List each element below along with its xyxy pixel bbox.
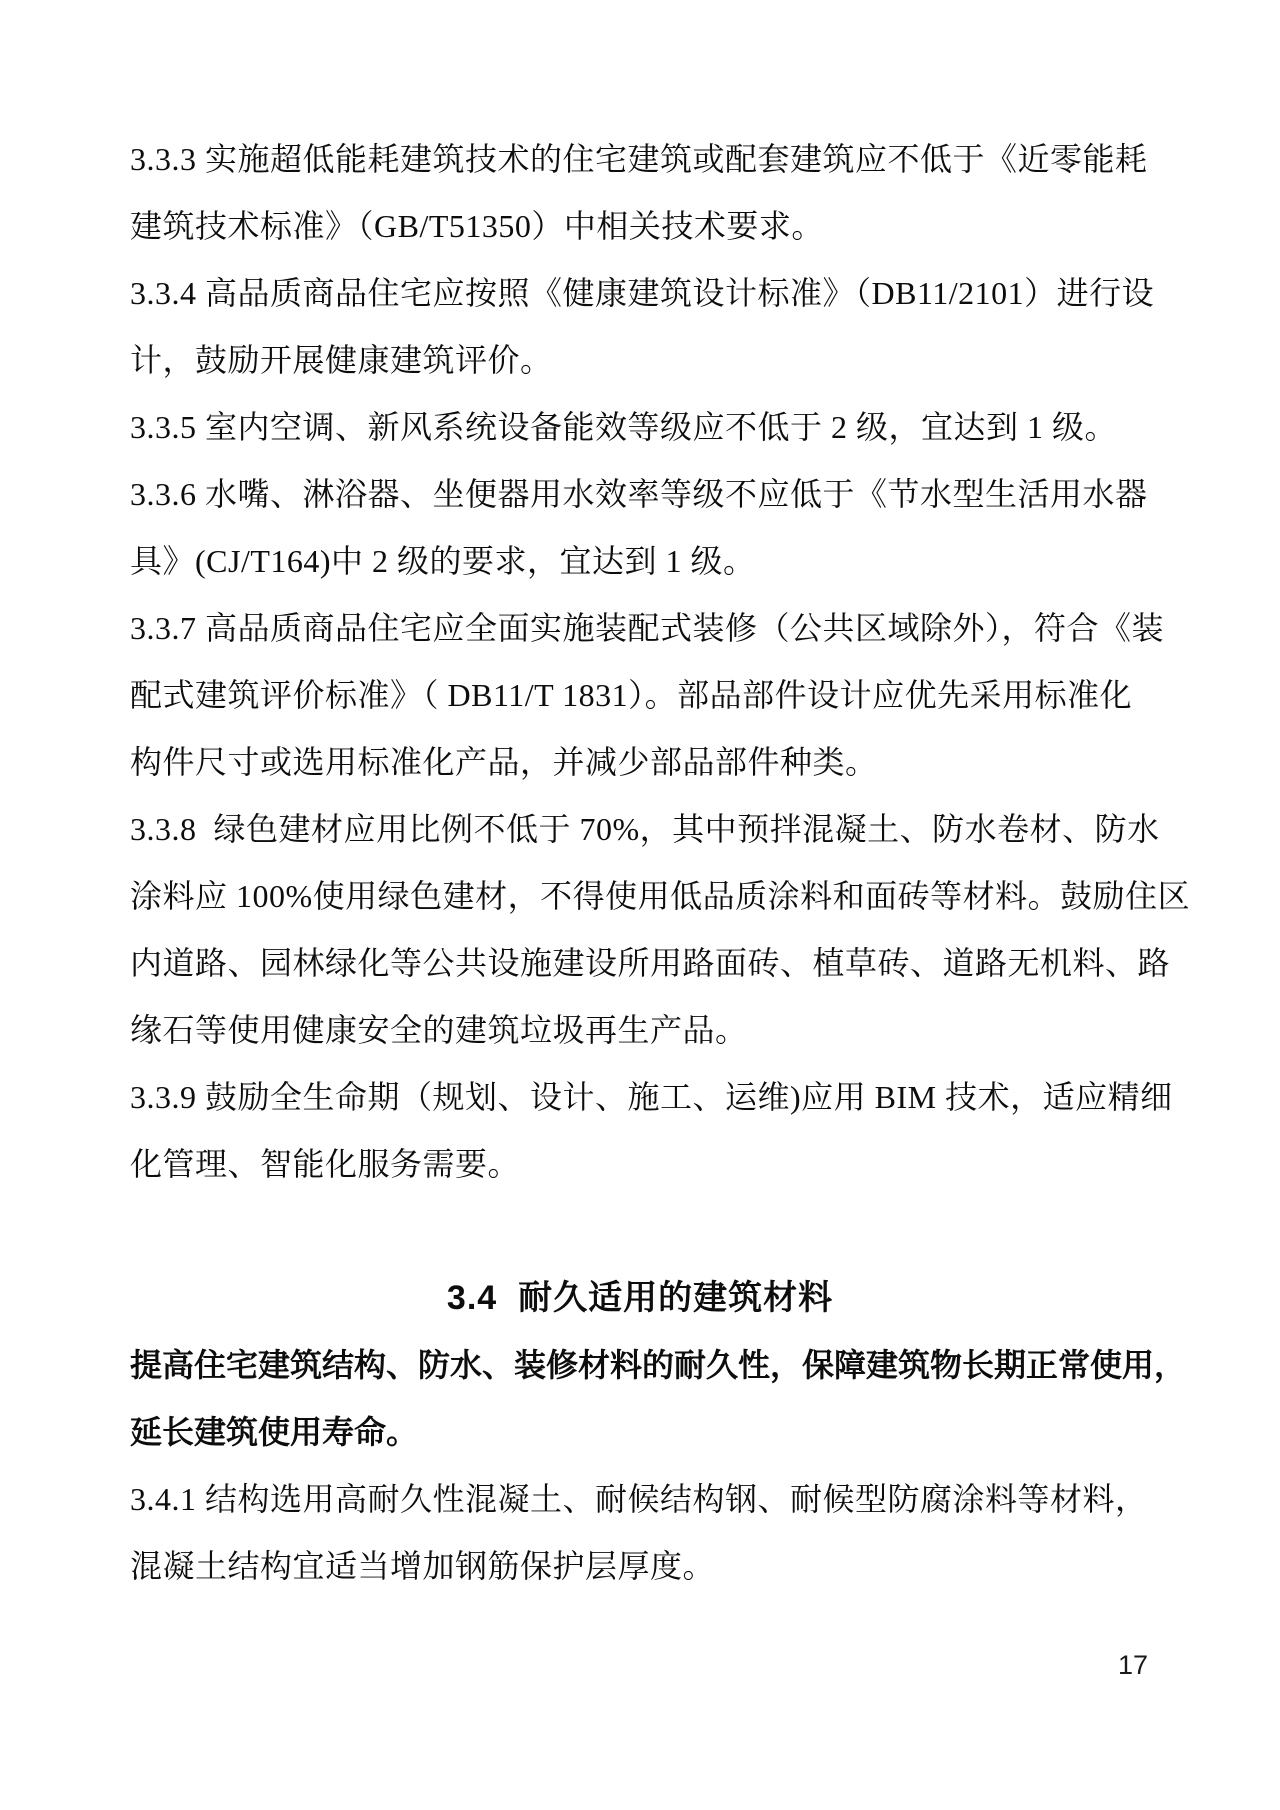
text-line: 涂料应 100%使用绿色建材，不得使用低品质涂料和面砖等材料。鼓励住区	[130, 878, 1191, 914]
blank-line	[130, 1198, 1150, 1265]
text-line: 具》(CJ/T164)中 2 级的要求，宜达到 1 级。	[130, 543, 756, 579]
text-line: 3.3.5 室内空调、新风系统设备能效等级应不低于 2 级，宜达到 1 级。	[130, 409, 1118, 445]
page-number: 17	[1117, 1650, 1148, 1680]
text-line: 3.3.4 高品质商品住宅应按照《健康建筑设计标准》（DB11/2101）进行设	[130, 275, 1155, 311]
text-line: 建筑技术标准》（GB/T51350）中相关技术要求。	[130, 208, 824, 244]
emphasis-text-line: 延长建筑使用寿命。	[130, 1414, 419, 1450]
text-line: 混凝土结构宜适当增加钢筋保护层厚度。	[130, 1548, 716, 1584]
text-line: 内道路、园林绿化等公共设施建设所用路面砖、植草砖、道路无机料、路	[130, 945, 1171, 981]
text-line: 构件尺寸或选用标准化产品，并减少部品部件种类。	[130, 744, 878, 780]
text-line: 3.3.8 绿色建材应用比例不低于 70%，其中预拌混凝土、防水卷材、防水	[130, 811, 1160, 847]
document-body	[130, 126, 1191, 1600]
text-line: 3.3.9 鼓励全生命期（规划、设计、施工、运维)应用 BIM 技术，适应精细	[130, 1079, 1173, 1115]
text-line: 3.3.7 高品质商品住宅应全面实施装配式装修（公共区域除外），符合《装	[130, 610, 1165, 646]
text-line: 缘石等使用健康安全的建筑垃圾再生产品。	[130, 1012, 748, 1048]
text-line: 计，鼓励开展健康建筑评价。	[130, 342, 553, 378]
text-line: 配式建筑评价标准》（ DB11/T 1831）。部品部件设计应优先采用标准化	[130, 677, 1133, 713]
text-line: 3.4.1 结构选用高耐久性混凝土、耐候结构钢、耐候型防腐涂料等材料，	[130, 1481, 1148, 1517]
text-line: 3.3.3 实施超低能耗建筑技术的住宅建筑或配套建筑应不低于《近零能耗	[130, 141, 1148, 177]
text-line: 化管理、智能化服务需要。	[130, 1146, 521, 1182]
section-heading: 3.4 耐久适用的建筑材料	[446, 1279, 834, 1317]
emphasis-text-line: 提高住宅建筑结构、防水、装修材料的耐久性，保障建筑物长期正常使用，	[130, 1347, 1187, 1383]
text-line: 3.3.6 水嘴、淋浴器、坐便器用水效率等级不应低于《节水型生活用水器	[130, 476, 1148, 512]
